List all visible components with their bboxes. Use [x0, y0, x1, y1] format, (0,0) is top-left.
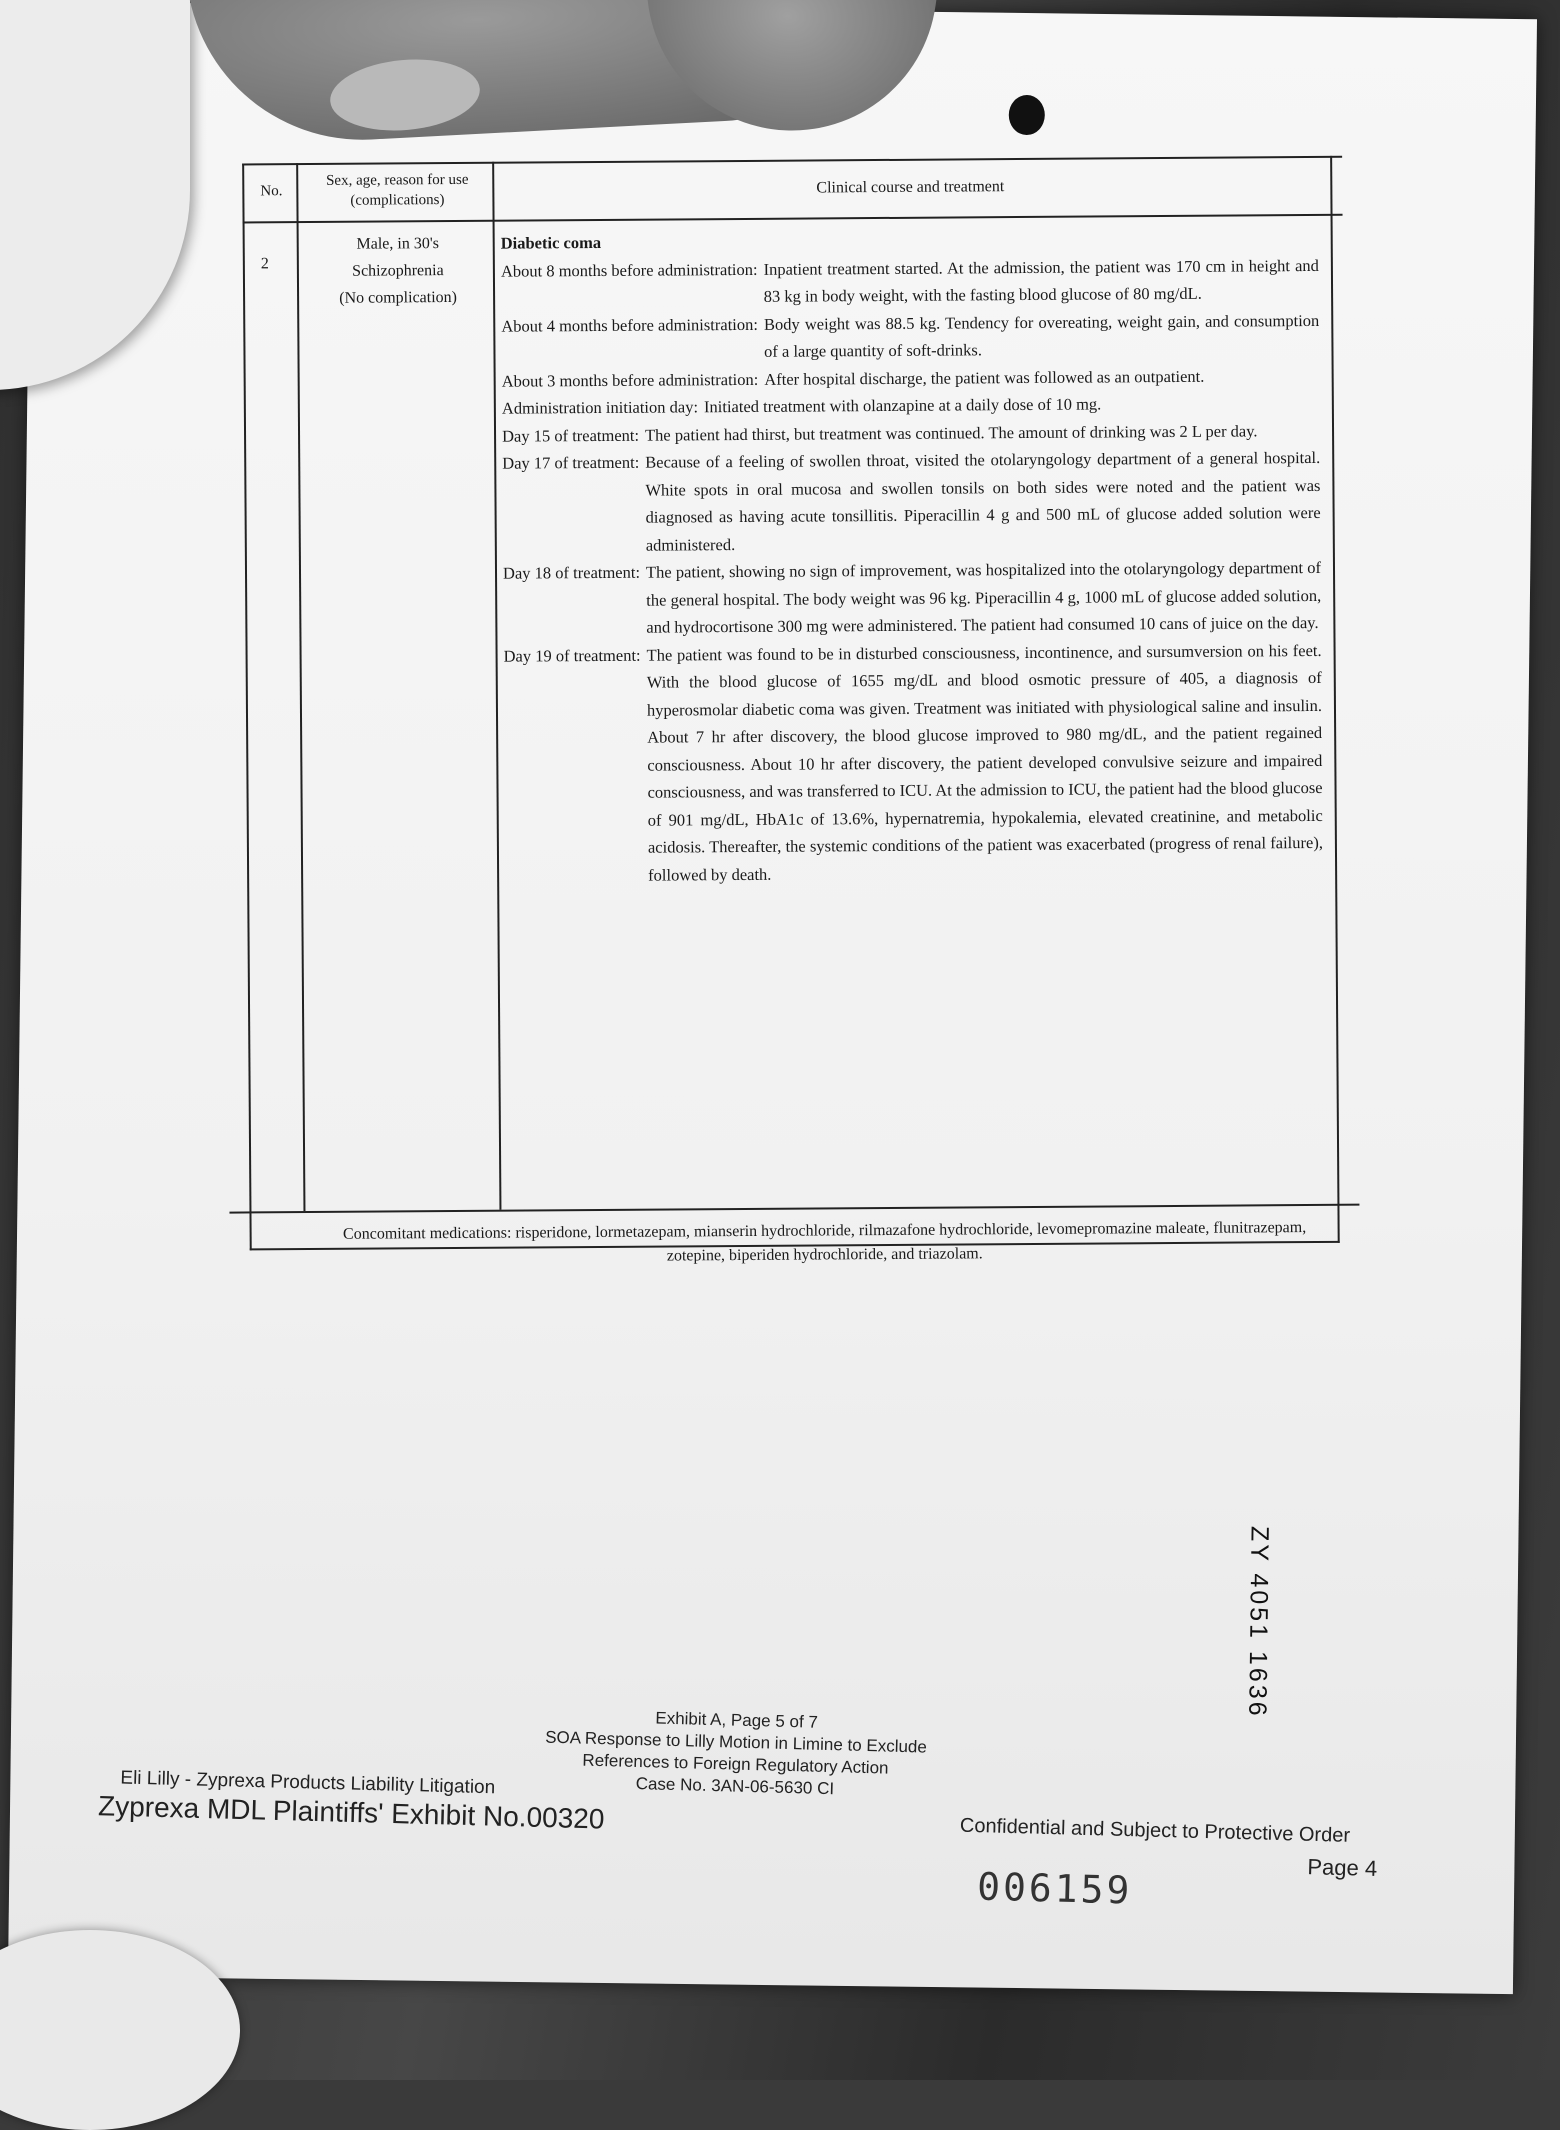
exhibit-stamp: [510, 1704, 962, 1804]
entry-text: After hospital discharge, the patient was followed as an outpatient.: [764, 366, 1205, 389]
case-number: 2: [260, 255, 269, 273]
entry-text: The patient had thirst, but treatment was continued. The amount of drinking was 2 L per day.: [644, 420, 1258, 445]
entry-day: About 4 months before administration:: [501, 314, 758, 336]
header-no: No.: [260, 183, 283, 200]
exhibit-line-3: References to Foreign Regulatory Action: [582, 1750, 889, 1778]
punch-hole: [1009, 95, 1045, 135]
entry-day: Day 18 of treatment:: [502, 562, 641, 583]
course-entry: [502, 444, 1321, 560]
course-entry: [501, 251, 1319, 312]
confidential-notice: Confidential and Subject to Protective Order: [959, 1814, 1351, 1847]
entry-text: The patient was found to be in disturbed consciousness, incontinence, and sursumversion on his feet. With the blood glucose of 1655 mg/dL and blood osmotic pressure of 405, a diagnosis of hyperosmolar diabetic coma was given. Treatment was initiated with physiological saline and insulin. About 7 hr after discovery, the blood glucose improved to 980 mg/dL, and the patient regained consciousness. About 10 hr after discovery, the patient developed convulsive seizure and impaired consciousness, and was transferred to ICU. At the admission to ICU, the patient had the blood glucose of 901 mg/dL, HbA1c of 13.6%, hypernatremia, hypokalemia, elevated creatinine, and metabolic acidosis. Thereafter, the systemic conditions of the patient was exacerbated (progress of renal failure), followed by death.: [646, 640, 1323, 885]
entry-text: Inpatient treatment started. At the admission, the patient was 170 cm in height and 83 kg in body weight, with the fasting blood glucose of 80 mg/dL.: [763, 255, 1319, 306]
course-entry: [503, 554, 1322, 642]
document-page: [8, 1, 1537, 1994]
entry-text: Because of a feeling of swollen throat, visited the otolaryngology department of a general hospital. White spots in oral mucosa and swollen tonsils on both sides were noted and the patient was diagnosed as having acute tonsillitis. Piperacillin 4 g and 500 mL of glucose added solution were administered.: [645, 447, 1321, 555]
entry-text: The patient, showing no sign of improvement, was hospitalized into the otolaryngology department of the general hospital. The body weight was 96 kg. Piperacillin 4 g, 1000 mL of glucose added solution, and hydrocortisone 300 mg were administered. The patient had consumed 10 cans of juice on the day.: [645, 557, 1322, 637]
document-id-stamp: ZY 4051 1636: [1243, 1525, 1274, 1719]
bates-number: 006159: [976, 1864, 1133, 1913]
header-sex-age: Sex, age, reason for use (complications): [325, 171, 469, 209]
entry-day: Day 17 of treatment:: [502, 452, 640, 473]
entry-day: Administration initiation day:: [501, 397, 699, 418]
patient-profile: [303, 230, 494, 312]
entry-day: About 8 months before administration:: [500, 259, 758, 281]
exhibit-line-4: Case No. 3AN-06-5630 CI: [635, 1774, 835, 1799]
entry-day: Day 19 of treatment:: [503, 645, 641, 666]
header-clinical-course: Clinical course and treatment: [816, 178, 1005, 197]
case-table: [242, 156, 1342, 1265]
patient-sex-age: Male, in 30's: [356, 235, 439, 253]
litigation-caption: Eli Lilly - Zyprexa Products Liability Litigation: [120, 1767, 496, 1799]
page-number: Page 4: [1307, 1854, 1378, 1881]
entry-text: Initiated treatment with olanzapine at a daily dose of 10 mg.: [703, 394, 1102, 417]
course-entry: [501, 306, 1319, 367]
patient-reason: Schizophrenia: [352, 262, 444, 280]
concomitant-medications: Concomitant medications: risperidone, lormetazepam, mianserin hydrochloride, rilmazafone hydrochloride, levomepromazine maleate, flunitrazepam, zotepine, biperiden hydrochloride, and triazolam.: [342, 1219, 1307, 1265]
exhibit-number: Zyprexa MDL Plaintiffs' Exhibit No.00320: [97, 1790, 605, 1835]
exhibit-line-1: Exhibit A, Page 5 of 7: [655, 1708, 819, 1732]
patient-complications: (No complication): [339, 288, 458, 307]
case-title: Diabetic coma: [500, 232, 602, 253]
clinical-course: [501, 224, 1324, 890]
entry-day: About 3 months before administration:: [501, 369, 759, 391]
exhibit-line-2: SOA Response to Lilly Motion in Limine to Exclude: [544, 1727, 928, 1757]
entry-text: Body weight was 88.5 kg. Tendency for overeating, weight gain, and consumption of a large quantity of soft-drinks.: [763, 310, 1320, 361]
entry-day: Day 15 of treatment:: [501, 425, 640, 446]
course-entry: [503, 636, 1323, 889]
